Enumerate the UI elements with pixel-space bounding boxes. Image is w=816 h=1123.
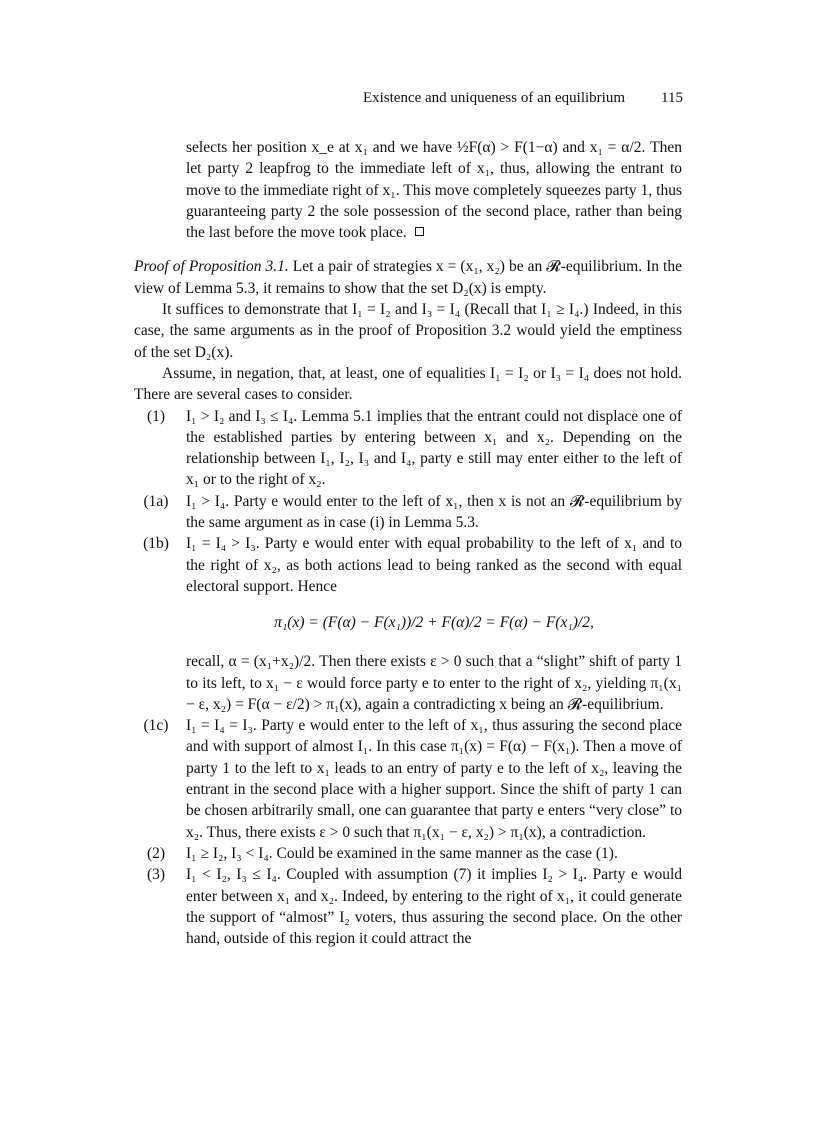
proof-heading: Proof of Proposition 3.1. xyxy=(134,258,289,276)
case-item: recall, α = (x₁+x₂)/2. Then there exists ε > 0 such that a “slight” shift of party 1 to its left, to x₁ − ε would force party e to enter to the right of x₂, yielding π₁(x₁ − ε, x₂) = F(α − ε/2) > π₁(x), again a contradicting x being an 𝓡-equilibrium. xyxy=(186,653,682,713)
paragraph: selects her position x_e at x₁ and we have ½F(α) > F(1−α) and x₁ = α/2. Then let party 2 leapfrog to the immediate left of x₁, thus, allowing the entrant to move to the immediate right of x₁. This move completely squeezes party 1, thus guaranteeing party 2 the sole possession of the second place, rather than being the last before the move took place. xyxy=(186,139,682,242)
case-item: (1b) I₁ = I₄ > I₃. Party e would enter with equal probability to the left of x₁ and to the right of x₂, as both actions lead to being ranked as the second with equal electoral support. Hence xyxy=(134,533,682,597)
paragraph: Assume, in negation, that, at least, one of equalities I₁ = I₂ or I₃ = I₄ does not hold. There are several cases to consider. xyxy=(134,364,682,404)
case-label: (2) xyxy=(146,844,166,862)
paragraph: Proof of Proposition 3.1. Let a pair of strategies x = (x₁, x₂) be an 𝓡-equilibrium. In the view of Lemma 5.3, it remains to show that the set D₂(x) is empty. xyxy=(134,258,682,297)
case-item: (1) I₁ > I₂ and I₃ ≤ I₄. Lemma 5.1 implies that the entrant could not displace one of the established parties by entering between x₁ and x₂. Depending on the relationship between I₁, I₂, I₃ and I₄, party e still may enter either to the left of x₁ or to the right of x₂. xyxy=(134,406,682,491)
page-number: 115 xyxy=(661,90,683,106)
case-label: (1a) xyxy=(143,492,169,510)
case-item: (3) I₁ < I₂, I₃ ≤ I₄. Coupled with assumption (7) it implies I₂ > I₄. Party e would enter between x₁ and x₂. Indeed, by entering to the right of x₁, it could generate the support of “almost” I₂ voters, thus assuring the second place. On the other hand, outside of this region it could attract the xyxy=(134,864,682,949)
case-label: (1c) xyxy=(143,717,169,735)
qed-icon xyxy=(415,227,424,236)
display-equation: π₁(x) = (F(α) − F(x₁))/2 + F(α)/2 = F(α) − F(x₁)/2, xyxy=(274,614,594,632)
case-item: (1c) I₁ = I₄ = I₃. Party e would enter to the left of x₁, thus assuring the second place and with support of almost I₁. In this case π₁(x) = F(α) − F(x₁). Then a move of party 1 to the left to x₁ leads to an entry of party e to the left of x₂, leaving the entrant in the second place with a higher support. Since the shift of party 1 can be chosen arbitrarily small, one can guarantee that party e enters “very close” to x₂. Thus, there exists ε > 0 such that π₁(x₁ − ε, x₂) > π₁(x), a contradiction. xyxy=(134,715,682,843)
case-label: (1) xyxy=(146,407,166,425)
paragraph: It suffices to demonstrate that I₁ = I₂ and I₃ = I₄ (Recall that I₁ ≥ I₄.) Indeed, in this case, the same arguments as in the proof of Proposition 3.2 would yield the emptiness of the set D₂(x). xyxy=(134,301,682,361)
running-header xyxy=(130,90,683,112)
case-label: (1b) xyxy=(143,535,169,553)
case-item: (2) I₁ ≥ I₂, I₃ < I₄. Could be examined in the same manner as the case (1). xyxy=(134,843,682,864)
case-item: (1a) I₁ > I₄. Party e would enter to the left of x₁, then x is not an 𝓡-equilibrium by the same argument as in case (i) in Lemma 5.3. xyxy=(134,491,682,534)
body-text xyxy=(134,137,682,949)
case-label: (3) xyxy=(146,866,166,884)
running-title: Existence and uniqueness of an equilibrium xyxy=(362,90,625,106)
